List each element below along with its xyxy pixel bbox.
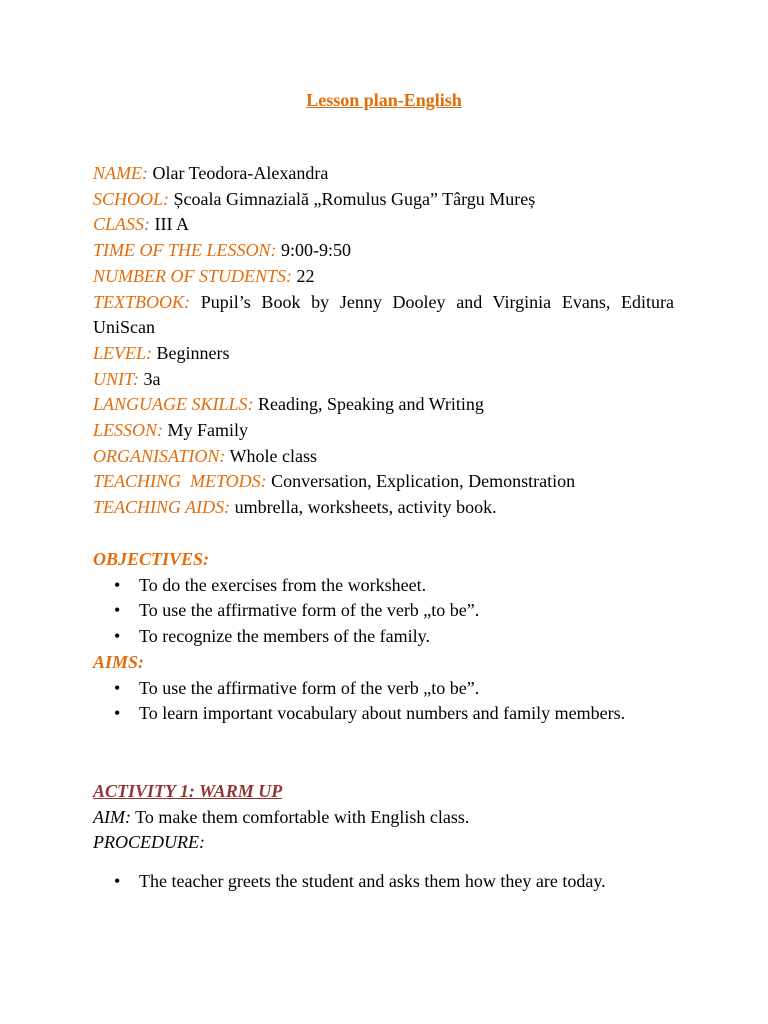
info-language-skills xyxy=(93,392,674,418)
list-item-text: To do the exercises from the worksheet. xyxy=(139,574,427,595)
info-value: My Family xyxy=(167,420,249,441)
info-level xyxy=(93,341,674,367)
info-name xyxy=(93,161,674,187)
info-label: SCHOOL: xyxy=(93,188,170,209)
procedure-label: PROCEDURE: xyxy=(93,832,205,853)
info-unit xyxy=(93,367,674,393)
page-title: Lesson plan-English xyxy=(306,90,462,110)
aims-heading: AIMS: xyxy=(93,651,145,672)
info-value: 9:00-9:50 xyxy=(281,240,351,261)
info-value: Școala Gimnazială „Romulus Guga” Târgu Mureș xyxy=(173,188,536,209)
info-label: CLASS: xyxy=(93,214,151,235)
info-organisation xyxy=(93,444,674,470)
info-value: Whole class xyxy=(229,445,317,466)
bullet-icon: • xyxy=(114,600,121,621)
activity1-heading: ACTIVITY 1: WARM UP xyxy=(93,781,283,801)
info-time xyxy=(93,238,674,264)
info-value: Reading, Speaking and Writing xyxy=(258,394,484,415)
list-item xyxy=(93,573,674,599)
objectives-heading: OBJECTIVES: xyxy=(93,549,210,569)
info-label: TEACHING METODS: xyxy=(93,471,267,492)
list-item-text: The teacher greets the student and asks them how they are today. xyxy=(139,871,606,892)
bullet-icon: • xyxy=(114,871,121,892)
info-value: III A xyxy=(154,214,190,235)
list-item-text: To use the affirmative form of the verb „to be”. xyxy=(139,677,480,698)
info-value: umbrella, worksheets, activity book. xyxy=(234,497,497,518)
aim-label: AIM: xyxy=(93,806,131,827)
bullet-icon: • xyxy=(114,626,121,647)
info-class xyxy=(93,212,674,238)
info-label: NAME: xyxy=(93,163,148,183)
bullet-icon: • xyxy=(114,574,121,595)
list-item xyxy=(93,624,674,650)
info-value: Olar Teodora-Alexandra xyxy=(152,163,329,183)
bullet-icon: • xyxy=(114,677,121,698)
info-label: TEXTBOOK: xyxy=(93,291,191,312)
info-label: LESSON: xyxy=(93,420,164,441)
info-label: LANGUAGE SKILLS: xyxy=(93,394,254,415)
procedure-list xyxy=(93,870,674,894)
info-lesson xyxy=(93,418,674,444)
objectives-list xyxy=(93,573,674,650)
activity1-aim xyxy=(93,805,674,831)
bullet-icon: • xyxy=(114,703,121,724)
list-item-text: To use the affirmative form of the verb „to be”. xyxy=(139,600,480,621)
info-students xyxy=(93,264,674,290)
info-value: Conversation, Explication, Demonstration xyxy=(271,471,576,492)
info-value: 22 xyxy=(296,265,315,286)
info-label: ORGANISATION: xyxy=(93,445,226,466)
info-value: 3a xyxy=(143,368,161,389)
info-teaching-aids xyxy=(93,495,674,521)
aims-list xyxy=(93,676,674,727)
info-label: TEACHING AIDS: xyxy=(93,497,231,518)
list-item xyxy=(93,870,674,894)
info-label: NUMBER OF STUDENTS: xyxy=(93,265,292,286)
info-value: Pupil’s Book by Jenny Dooley and Virginia Evans, Editura UniScan xyxy=(93,291,674,338)
info-school xyxy=(93,187,674,213)
info-textbook xyxy=(93,290,674,341)
list-item-text: To learn important vocabulary about numbers and family members. xyxy=(139,703,626,724)
info-label: UNIT: xyxy=(93,368,140,389)
info-teaching-methods xyxy=(93,469,674,495)
info-label: TIME OF THE LESSON: xyxy=(93,240,277,261)
info-value: Beginners xyxy=(156,342,230,363)
objectives-section xyxy=(93,547,674,727)
activity1-section xyxy=(93,779,674,894)
list-item xyxy=(93,701,674,727)
list-item xyxy=(93,676,674,702)
lesson-info xyxy=(93,161,674,521)
aim-text: To make them comfortable with English class. xyxy=(135,806,470,827)
list-item-text: To recognize the members of the family. xyxy=(139,626,430,647)
info-label: LEVEL: xyxy=(93,342,153,363)
list-item xyxy=(93,598,674,624)
